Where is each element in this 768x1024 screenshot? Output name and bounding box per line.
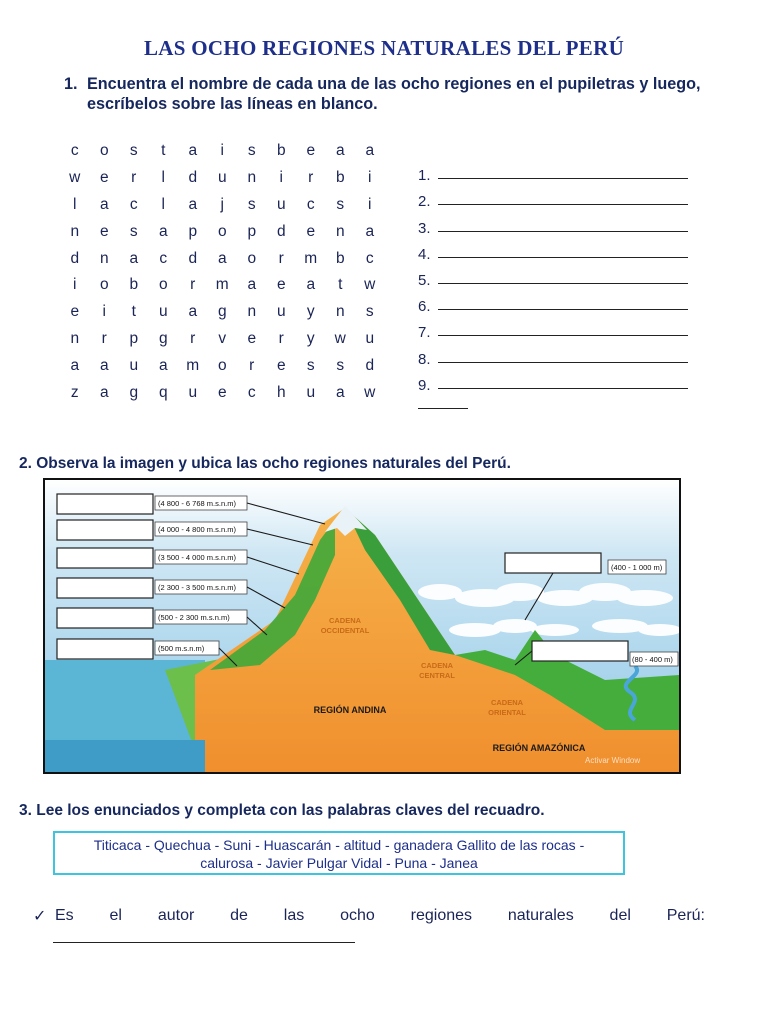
word-search-cell: e xyxy=(70,303,80,321)
question-3: 3. Lee los enunciados y completa con las palabras claves del recuadro. xyxy=(19,802,545,819)
word-search-cell: d xyxy=(365,356,375,374)
word-search-cell: s xyxy=(247,142,256,160)
region-box-4 xyxy=(57,578,153,598)
word-search-cell: m xyxy=(186,356,200,374)
word-search-cell: c xyxy=(129,195,138,213)
statement-text: Es el autor de las ocho regiones naturales del Perú: xyxy=(55,907,705,924)
word-search-cell: i xyxy=(368,195,372,213)
answer-blank[interactable] xyxy=(438,348,688,363)
word-search-cell: p xyxy=(247,222,257,240)
word-search-cell: d xyxy=(70,249,80,267)
word-search-cell: e xyxy=(276,356,286,374)
word-search-cell: n xyxy=(99,249,109,267)
label-oriental-1: CADENA xyxy=(490,698,524,707)
word-search-cell: a xyxy=(247,276,257,294)
label-occidental-2: OCCIDENTAL xyxy=(320,626,370,635)
word-search-cell: o xyxy=(217,356,227,374)
word-search-cell: g xyxy=(129,383,139,401)
word-search-cell: u xyxy=(276,195,286,213)
region-box-8 xyxy=(532,641,628,661)
word-search-cell: g xyxy=(217,303,227,321)
word-search-cell: h xyxy=(276,383,286,401)
altitude-label: (2 300 - 3 500 m.s.n.m) xyxy=(158,583,236,592)
label-central-1: CADENA xyxy=(420,661,454,670)
word-search-cell: a xyxy=(99,383,109,401)
label-region-andina: REGIÓN ANDINA xyxy=(313,705,387,715)
word-search-cell: a xyxy=(158,222,168,240)
word-search-cell: a xyxy=(335,383,345,401)
answer-line-row xyxy=(418,237,688,263)
answer-line-row xyxy=(418,263,688,289)
word-search-cell: d xyxy=(188,249,198,267)
word-search-cell: a xyxy=(217,249,227,267)
word-bank-box xyxy=(53,831,625,875)
word-search-cell: u xyxy=(365,329,375,347)
altitude-label: (4 800 - 6 768 m.s.n.m) xyxy=(158,499,236,508)
word-search-cell: w xyxy=(334,329,346,347)
page-title: LAS OCHO REGIONES NATURALES DEL PERÚ xyxy=(143,36,625,60)
word-search-cell: c xyxy=(365,249,374,267)
word-search-cell: u xyxy=(158,303,168,321)
question-2: 2. Observa la imagen y ubica las ocho regiones naturales del Perú. xyxy=(19,455,511,472)
answer-line-number: 4. xyxy=(418,245,431,263)
word-search-cell: l xyxy=(161,169,165,187)
answer-line-number: 5. xyxy=(418,271,431,289)
answer-blank[interactable] xyxy=(438,217,688,232)
region-box-7 xyxy=(505,553,601,573)
peru-regions-figure xyxy=(43,478,681,774)
word-search-grid xyxy=(60,138,385,406)
word-search-cell: q xyxy=(158,383,168,401)
answer-blank[interactable] xyxy=(438,374,688,389)
word-search-cell: r xyxy=(308,169,314,187)
altitude-label: (3 500 - 4 000 m.s.n.m) xyxy=(158,553,236,562)
word-search-cell: i xyxy=(220,142,224,160)
word-search-cell: r xyxy=(278,329,284,347)
word-search-cell: c xyxy=(70,142,79,160)
word-search-cell: a xyxy=(188,142,198,160)
question-1 xyxy=(64,74,724,114)
word-search-cell: e xyxy=(217,383,227,401)
word-search-cell: n xyxy=(247,303,257,321)
watermark: Activar Window xyxy=(585,756,641,765)
statement-1 xyxy=(33,906,705,926)
answer-blank[interactable] xyxy=(438,269,688,284)
word-search-cell: n xyxy=(335,303,345,321)
question-1-number: 1. xyxy=(64,75,78,93)
answer-line-number: 7. xyxy=(418,324,431,342)
word-search-cell: b xyxy=(335,169,345,187)
word-search-cell: u xyxy=(129,356,139,374)
word-search-cell: o xyxy=(99,276,109,294)
region-box-6 xyxy=(57,639,153,659)
answer-line-row xyxy=(418,368,688,394)
word-search-cell: c xyxy=(247,383,256,401)
label-central-2: CENTRAL xyxy=(419,671,455,680)
word-search-cell: y xyxy=(306,329,315,347)
word-search-cell: y xyxy=(306,303,315,321)
word-search-cell: s xyxy=(247,195,256,213)
answer-line-number: 8. xyxy=(418,350,431,368)
altitude-label: (500 m.s.n.m) xyxy=(158,644,205,653)
word-search-cell: a xyxy=(99,195,109,213)
word-search-cell: l xyxy=(161,195,165,213)
word-search-cell: t xyxy=(161,142,166,160)
word-bank-line-2: calurosa - Javier Pulgar Vidal - Puna - Janea xyxy=(200,855,478,871)
word-search-cell: s xyxy=(336,195,345,213)
word-search-cell: e xyxy=(276,276,286,294)
word-search-cell: r xyxy=(190,329,196,347)
region-box-1 xyxy=(57,494,153,514)
word-search-cell: a xyxy=(335,142,345,160)
check-icon: ✓ xyxy=(33,908,47,925)
answer-line-row xyxy=(418,158,688,184)
regions-illustration xyxy=(45,480,679,772)
answer-line-row xyxy=(418,210,688,236)
word-search-cell: u xyxy=(306,383,316,401)
word-search-cell: d xyxy=(276,222,286,240)
word-search-cell: j xyxy=(220,195,224,213)
word-search-cell: e xyxy=(99,222,109,240)
word-search-cell: i xyxy=(368,169,372,187)
word-search-cell: t xyxy=(338,276,343,294)
word-search-cell: e xyxy=(306,142,316,160)
region-box-5 xyxy=(57,608,153,628)
label-oriental-2: ORIENTAL xyxy=(488,708,526,717)
question-1-text: Encuentra el nombre de cada una de las ocho regiones en el pupiletras y luego, escríbelos sobre las líneas en blanco. xyxy=(87,75,701,113)
word-search-cell: m xyxy=(215,276,229,294)
answer-line-row xyxy=(418,184,688,210)
word-search-cell: r xyxy=(249,356,255,374)
altitude-label: (4 000 - 4 800 m.s.n.m) xyxy=(158,525,236,534)
word-search-cell: o xyxy=(217,222,227,240)
word-bank-line-1: Titicaca - Quechua - Suni - Huascarán - altitud - ganadera Gallito de las rocas - xyxy=(93,837,585,853)
word-search-cell: n xyxy=(247,169,257,187)
word-search-cell: l xyxy=(73,195,77,213)
answer-blank[interactable] xyxy=(438,321,688,336)
region-box-2 xyxy=(57,520,153,540)
word-search-cell: w xyxy=(364,276,376,294)
word-search-cell: b xyxy=(276,142,286,160)
word-search-cell: u xyxy=(276,303,286,321)
word-search-cell: i xyxy=(73,276,77,294)
altitude-label: (80 - 400 m) xyxy=(632,655,673,664)
word-search-cell: p xyxy=(129,329,139,347)
word-search-cell: a xyxy=(365,142,375,160)
answer-line-row xyxy=(418,289,688,315)
word-search-cell: a xyxy=(188,303,198,321)
word-search-cell: z xyxy=(70,383,79,401)
answer-line-number: 2. xyxy=(418,193,431,211)
answer-blank[interactable] xyxy=(438,243,688,258)
word-search-cell: p xyxy=(188,222,198,240)
word-search-cell: s xyxy=(129,222,138,240)
word-search-cell: w xyxy=(364,383,376,401)
word-search-cell: r xyxy=(190,276,196,294)
word-search-cell: r xyxy=(101,329,107,347)
word-search-cell: u xyxy=(188,383,198,401)
word-search-cell: c xyxy=(306,195,315,213)
word-search-cell: e xyxy=(99,169,109,187)
word-search-cell: s xyxy=(129,142,138,160)
word-search-cell: a xyxy=(365,222,375,240)
word-search-cell: e xyxy=(247,329,257,347)
answer-line-row xyxy=(418,341,688,367)
word-search-cell: s xyxy=(306,356,315,374)
word-search-cell: g xyxy=(158,329,168,347)
word-search-cell: i xyxy=(279,169,283,187)
answer-blank[interactable] xyxy=(438,190,688,205)
word-search-cell: t xyxy=(131,303,136,321)
word-search-cell: e xyxy=(306,222,316,240)
word-search-cell: v xyxy=(218,329,227,347)
word-search-cell: a xyxy=(129,249,139,267)
answer-blank[interactable] xyxy=(438,295,688,310)
word-search-cell: m xyxy=(304,249,318,267)
word-search-cell: n xyxy=(335,222,345,240)
answer-line-number: 3. xyxy=(418,219,431,237)
word-search-cell: o xyxy=(158,276,168,294)
word-search-cell: a xyxy=(99,356,109,374)
label-region-amazonica: REGIÓN AMAZÓNICA xyxy=(492,743,586,753)
answer-line-number: 9. xyxy=(418,376,431,394)
answer-lines xyxy=(418,158,688,394)
statement-answer-line[interactable] xyxy=(53,942,355,943)
word-search-cell: u xyxy=(217,169,227,187)
word-search-cell: b xyxy=(335,249,345,267)
region-box-3 xyxy=(57,548,153,568)
word-search-cell: c xyxy=(159,249,168,267)
word-search-cell: r xyxy=(131,169,137,187)
answer-line-number: 6. xyxy=(418,298,431,316)
altitude-label: (400 - 1 000 m) xyxy=(611,563,663,572)
word-search-cell: s xyxy=(365,303,374,321)
word-search-cell: w xyxy=(69,169,81,187)
word-search-cell: n xyxy=(70,222,80,240)
extra-answer-blank[interactable] xyxy=(418,408,468,409)
word-search-cell: a xyxy=(306,276,316,294)
word-search-cell: r xyxy=(278,249,284,267)
word-search-cell: a xyxy=(70,356,80,374)
word-search-cell: b xyxy=(129,276,139,294)
word-search-cell: o xyxy=(247,249,257,267)
word-search-cell: o xyxy=(99,142,109,160)
label-occidental-1: CADENA xyxy=(328,616,362,625)
altitude-label: (500 - 2 300 m.s.n.m) xyxy=(158,613,230,622)
word-search-cell: a xyxy=(188,195,198,213)
word-search-cell: i xyxy=(102,303,106,321)
word-search-cell: s xyxy=(336,356,345,374)
answer-line-row xyxy=(418,315,688,341)
word-search-cell: a xyxy=(158,356,168,374)
word-search-cell: d xyxy=(188,169,198,187)
answer-line-number: 1. xyxy=(418,167,431,185)
word-search-cell: n xyxy=(70,329,80,347)
answer-blank[interactable] xyxy=(438,164,688,179)
ocean-deep xyxy=(45,740,205,772)
